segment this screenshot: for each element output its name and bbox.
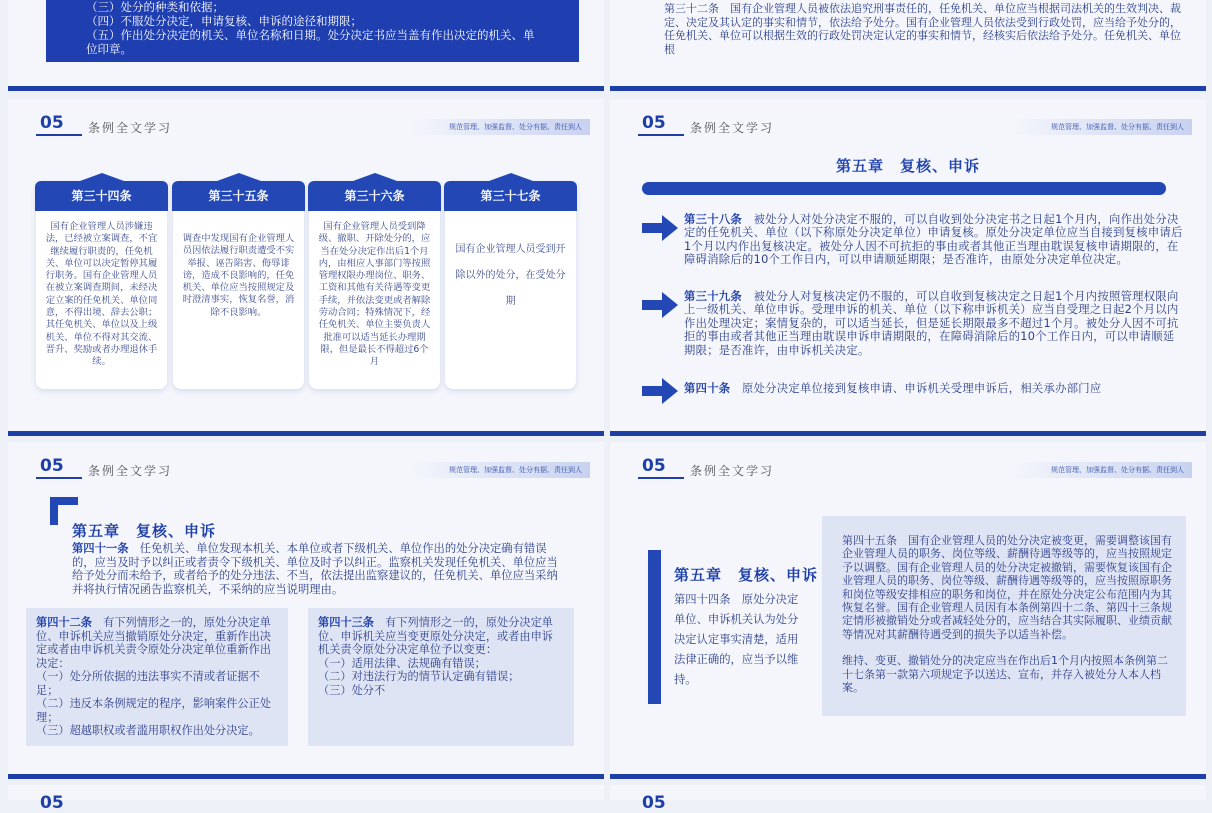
chapter-bar bbox=[642, 182, 1166, 195]
arrow-right-icon bbox=[642, 378, 678, 404]
article-text: 有下列情形之一的，原处分决定单位、申诉机关应当撤销原处分决定，重新作出决定或者由申诉机关责令原处分决定单位重新作出决定： （一）处分所依据的违法事实不清或者证据不足； （二）违反本条例规定的程序，影响案件公正处理； （三）超越职权或者滥用职权作出处分决定。 bbox=[36, 616, 271, 737]
section-title: 条例全文学习 bbox=[88, 121, 173, 135]
slide-articles-38-40 bbox=[610, 99, 1206, 436]
article-label: 第四十三条 bbox=[318, 616, 374, 629]
line: （五）作出处分决定的机关、单位名称和日期。处分决定书应当盖有作出决定的机关、单 bbox=[86, 28, 535, 42]
slide-article-33-partial bbox=[8, 0, 604, 91]
vertical-accent-bar bbox=[648, 550, 661, 704]
slide-articles-41-43 bbox=[8, 442, 604, 779]
slide-bottom-bar bbox=[610, 431, 1206, 436]
section-number: 05 bbox=[642, 793, 666, 813]
section-title: 条例全文学习 bbox=[690, 121, 775, 135]
section-number: 05 bbox=[40, 456, 64, 476]
slide-articles-34-37 bbox=[8, 99, 604, 436]
line: （四）不服处分决定，申请复核、申诉的途径和期限； bbox=[86, 14, 362, 28]
article-card bbox=[445, 181, 576, 389]
article-label: 第四十一条 bbox=[72, 542, 129, 555]
article-label: 第四十条 bbox=[684, 382, 731, 395]
article-card-body: 国有企业管理人员受到降级、撤职、开除处分的，应当在处分决定作出后1个月内，由相应人事部门等按照管理权限办理岗位、职务、工资和其他有关待遇等变更手续，并依法变更或者解除劳动合同；特殊情况下，经任免机关、单位主要负责人批准可以适当延长办理期限，但是最长不得超过6个月 bbox=[318, 221, 431, 368]
section-number: 05 bbox=[40, 793, 64, 813]
article-card bbox=[36, 181, 167, 389]
article-41 bbox=[72, 542, 562, 597]
article-card-title: 第三十七条 bbox=[444, 181, 577, 211]
article-text: 任免机关、单位发现本机关、本单位或者下级机关、单位作出的处分决定确有错误的，应当及时予以纠正或者责令下级机关、单位及时予以纠正。监察机关发现任免机关、单位应当给予处分而未给予，或者给予的处分违法、不当，依法提出监察建议的，任免机关、单位应当采纳并将执行情况函告监察机关，不采纳的应当说明理由。 bbox=[72, 542, 558, 597]
chapter-title: 第五章 复核、申诉 bbox=[835, 157, 980, 175]
article-label: 第四十二条 bbox=[36, 616, 92, 629]
article-card bbox=[309, 181, 440, 389]
article-32-text: 第三十二条 国有企业管理人员被依法追究刑事责任的，任免机关、单位应当根据司法机关的生效判决、裁定、决定及其认定的事实和情节，依法给予处分。国有企业管理人员依法受到行政处罚，应当给予处分的，任免机关、单位可以根据生效的行政处罚决定认定的事实和情节，经核实后依法给予处分。任免机关、单位根 bbox=[664, 2, 1181, 56]
article-card-body: 国有企业管理人员受到开除以外的处分，在受处分期 bbox=[455, 244, 566, 307]
chapter-title: 第五章 复核、申诉 bbox=[674, 566, 819, 584]
article-text: 被处分人对复核决定仍不服的，可以自收到复核决定之日起1个月内按照管理权限向上一级机关、单位申诉。受理申诉的机关、单位（以下称申诉机关）应当自受理之日起2个月以内作出处理决定；案情复杂的，可以适当延长，但是延长期限最多不超过1个月。被处分人因不可抗拒的事由或者其他正当理由耽误申诉申请期限的，在障碍消除后的10个工作日内，可以申请顺延期限；是否准许，由申诉机关决定。 bbox=[684, 290, 1179, 357]
section-underline bbox=[638, 134, 684, 136]
article-42-panel bbox=[26, 608, 288, 746]
article-40 bbox=[684, 382, 1184, 395]
section-number: 05 bbox=[642, 456, 666, 476]
next-slide-partial bbox=[610, 785, 1206, 813]
slogan-tag: 规范管理、加强监督、处分有据、责任到人 bbox=[1012, 462, 1192, 478]
section-number: 05 bbox=[642, 113, 666, 133]
article-45-panel bbox=[822, 516, 1186, 716]
article-label: 第三十八条 bbox=[684, 213, 742, 226]
article-43-panel bbox=[308, 608, 574, 746]
slide-articles-44-45 bbox=[610, 442, 1206, 779]
article-card-body: 国有企业管理人员涉嫌违法，已经被立案调查，不宜继续履行职责的，任免机关、单位可以决定暂停其履行职务。国有企业管理人员在被立案调查期间，未经决定立案的任免机关、单位同意，不得出境、辞去公职；其任免机关、单位以及上级机关、单位不得对其交流、晋升、奖励或者办理退休手续。 bbox=[45, 221, 158, 368]
slide-bottom-bar bbox=[8, 774, 604, 779]
arrow-right-icon bbox=[642, 292, 678, 318]
slide-article-32-partial bbox=[610, 0, 1206, 91]
article-45-text: 第四十五条 国有企业管理人员的处分决定被变更，需要调整该国有企业管理人员的职务、岗位等级、薪酬待遇等级等的，应当按照规定予以调整。国有企业管理人员的处分决定被撤销，需要恢复该国有企业管理人员的职务、岗位等级、薪酬待遇等级等的，应当按照原职务和岗位等级安排相应的职务和岗位，并在原处分决定公布范围内为其恢复名誉。国有企业管理人员因有本条例第四十二条、第四十三条规定情形被撤销处分或者减轻处分的，应当结合其实际履职、业绩贡献等情况对其薪酬待遇受到的损失予以适当补偿。 bbox=[842, 534, 1172, 641]
article-38 bbox=[684, 213, 1184, 267]
article-text: 原处分决定单位接到复核申请、申诉机关受理申诉后，相关承办部门应 bbox=[730, 382, 1102, 395]
slogan-tag: 规范管理、加强监督、处分有据、责任到人 bbox=[410, 119, 590, 135]
section-title: 条例全文学习 bbox=[690, 464, 775, 478]
slide-bottom-bar bbox=[610, 774, 1206, 779]
section-underline bbox=[638, 477, 684, 479]
decision-contents-box bbox=[46, 0, 579, 62]
next-slide-partial bbox=[8, 785, 604, 813]
slogan-tag: 规范管理、加强监督、处分有据、责任到人 bbox=[410, 462, 590, 478]
article-card-title: 第三十四条 bbox=[35, 181, 168, 211]
slide-bottom-bar bbox=[8, 431, 604, 436]
section-number: 05 bbox=[40, 113, 64, 133]
article-label: 第三十九条 bbox=[684, 290, 742, 303]
slogan-tag: 规范管理、加强监督、处分有据、责任到人 bbox=[1012, 119, 1192, 135]
article-45-supplement: 维持、变更、撤销处分的决定应当在作出后1个月内按照本条例第二十七条第一款第六项规定予以送达、宣布，并存入被处分人本人档案。 bbox=[842, 654, 1168, 695]
article-39 bbox=[684, 290, 1184, 357]
line: 位印章。 bbox=[86, 42, 132, 56]
chapter-title: 第五章 复核、申诉 bbox=[72, 522, 217, 540]
article-card bbox=[173, 181, 304, 389]
article-text: 被处分人对处分决定不服的，可以自收到处分决定书之日起1个月内，向作出处分决定的任免机关、单位（以下称原处分决定单位）申请复核。原处分决定单位应当自接到复核申请后1个月以内作出复核决定。被处分人因不可抗拒的事由或者其他正当理由耽误复核申请期限的，在障碍消除后的10个工作日内，可以申请顺延期限；是否准许，由原处分决定单位决定。 bbox=[684, 213, 1183, 267]
article-card-title: 第三十五条 bbox=[172, 181, 305, 211]
article-card-body: 调查中发现国有企业管理人员因依法履行职责遭受不实举报、诬告陷害、侮辱诽谤，造成不良影响的，任免机关、单位应当按照规定及时澄清事实，恢复名誉，消除不良影响。 bbox=[182, 233, 295, 318]
slide-bottom-bar bbox=[610, 86, 1206, 91]
section-title: 条例全文学习 bbox=[88, 464, 173, 478]
article-44: 第四十四条 原处分决定单位、申诉机关认为处分决定认定事实清楚，适用法律正确的，应当予以维持。 bbox=[674, 593, 799, 686]
section-underline bbox=[36, 477, 82, 479]
section-underline bbox=[36, 134, 82, 136]
article-card-title: 第三十六条 bbox=[308, 181, 441, 211]
arrow-right-icon bbox=[642, 215, 678, 241]
slide-bottom-bar bbox=[8, 86, 604, 91]
line: （三）处分的种类和依据； bbox=[86, 0, 224, 14]
article-text: 有下列情形之一的，原处分决定单位、申诉机关应当变更原处分决定，或者由申诉机关责令原处分决定单位予以变更： （一）适用法律、法规确有错误； （二）对违法行为的情节认定确有错误； （三）处分不 bbox=[318, 616, 553, 697]
